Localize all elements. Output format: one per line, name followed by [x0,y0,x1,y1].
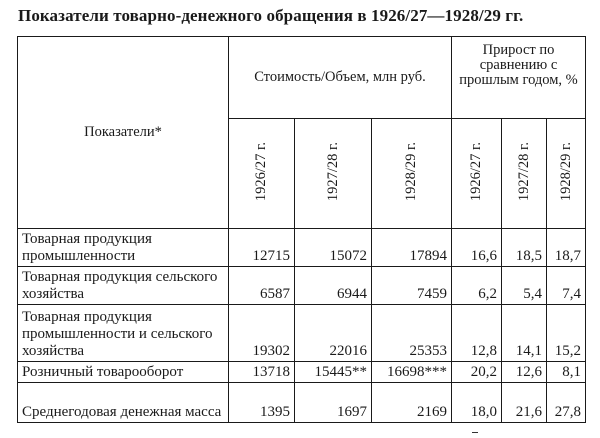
growth-cell: 7,4 [547,267,586,305]
value-cell: 7459 [372,267,452,305]
data-table [17,36,586,423]
row-label: Товарная продукция промышленности и сельского хозяйства [18,305,229,362]
year-header-growth-1: 1926/27 г. [452,119,502,229]
growth-cell: 12,6 [502,362,547,383]
value-cell: 22016 [295,305,372,362]
row-label: Товарная продукция сельского хозяйства [18,267,229,305]
year-header-value-1: 1926/27 г. [229,119,295,229]
row-label: Розничный товарооборот [18,362,229,383]
year-header-value-2: 1927/28 г. [295,119,372,229]
growth-cell: 16,6 [452,229,502,267]
growth-cell: 12,8 [452,305,502,362]
growth-cell: 14,1 [502,305,547,362]
value-cell: 13718 [229,362,295,383]
year-header-growth-2: 1927/28 г. [502,119,547,229]
value-group-header: Стоимость/Объем, млн руб. [229,37,452,119]
indicators-header: Показатели* [18,37,229,229]
growth-cell: 8,1 [547,362,586,383]
page-title: Показатели товарно-денежного обращения в 1926/27—1928/29 гг. [18,6,524,25]
growth-cell: 18,7 [547,229,586,267]
value-cell: 19302 [229,305,295,362]
year-header-growth-3: 1928/29 г. [547,119,586,229]
value-cell: 1697 [295,383,372,423]
growth-cell: 27,8 [547,383,586,423]
page-edge-mark [472,432,478,436]
growth-cell: 5,4 [502,267,547,305]
table-row [18,229,586,267]
value-cell: 15072 [295,229,372,267]
value-cell: 25353 [372,305,452,362]
table-row [18,383,586,423]
table-row [18,267,586,305]
growth-cell: 18,5 [502,229,547,267]
header-row-1 [18,37,586,119]
value-cell: 6944 [295,267,372,305]
growth-cell: 21,6 [502,383,547,423]
table-row [18,305,586,362]
year-header-value-3: 1928/29 г. [372,119,452,229]
row-label: Товарная продукция промышленности [18,229,229,267]
value-cell: 12715 [229,229,295,267]
value-cell: 6587 [229,267,295,305]
growth-cell: 15,2 [547,305,586,362]
value-cell: 15445** [295,362,372,383]
growth-cell: 6,2 [452,267,502,305]
growth-group-header: Прирост по сравнению с прошлым годом, % [452,37,586,119]
value-cell: 2169 [372,383,452,423]
growth-cell: 18,0 [452,383,502,423]
table-row [18,362,586,383]
value-cell: 17894 [372,229,452,267]
value-cell: 1395 [229,383,295,423]
row-label: Среднегодовая денежная масса [18,383,229,423]
value-cell: 16698*** [372,362,452,383]
growth-cell: 20,2 [452,362,502,383]
